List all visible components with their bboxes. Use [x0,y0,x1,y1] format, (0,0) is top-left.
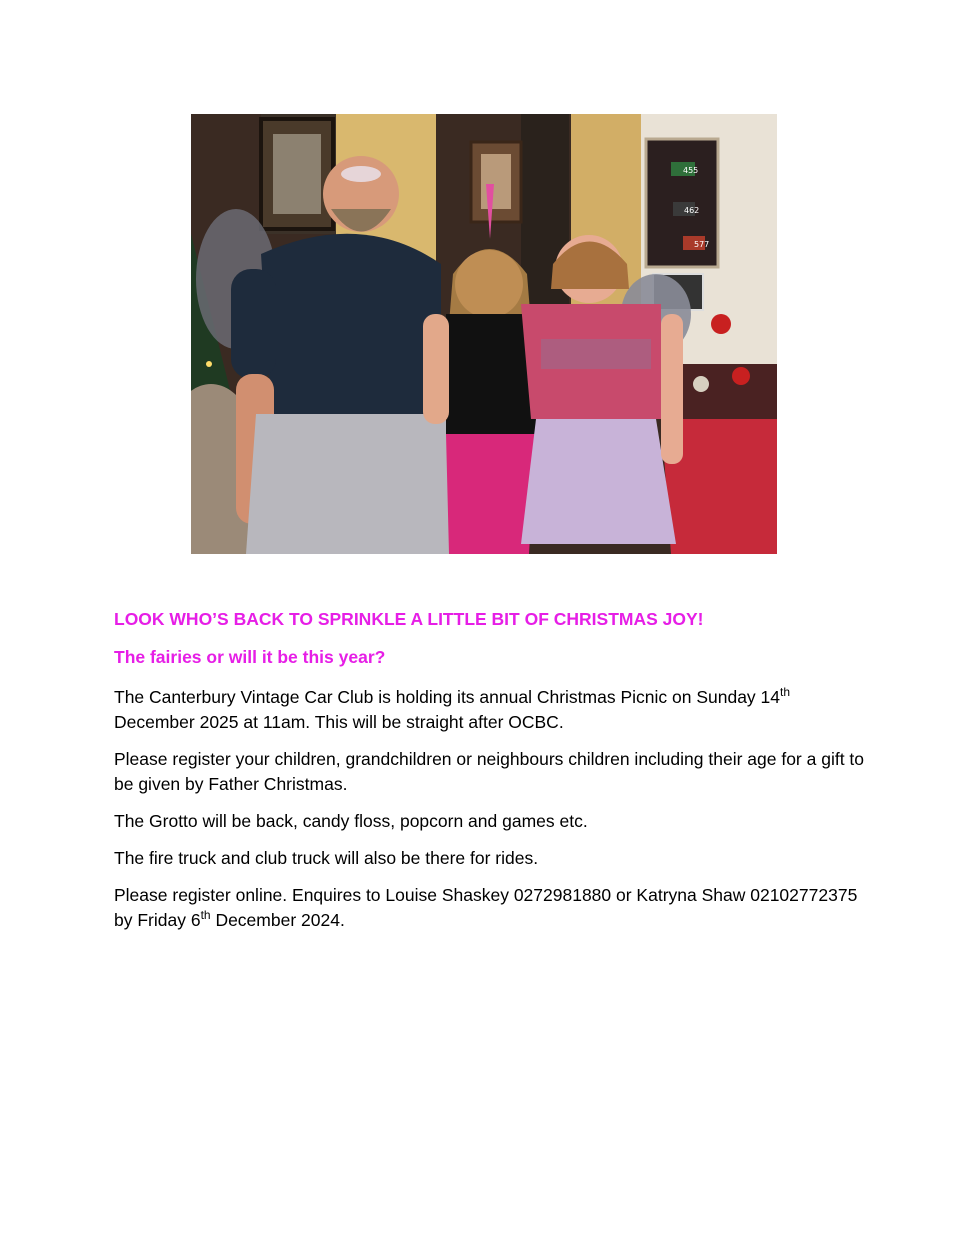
contact-paragraph [114,883,864,933]
grotto-paragraph: The Grotto will be back, candy floss, popcorn and games etc. [114,811,588,831]
contact-text-start: Please register online. Enquires to Louise Shaskey 0272981880 or Katryna Shaw 02102772375 by Friday 6 [114,885,858,930]
headline: LOOK WHO’S BACK TO SPRINKLE A LITTLE BIT OF CHRISTMAS JOY! [114,609,704,629]
contact-text-end: December 2024. [210,910,345,930]
photo-sign-462: 462 [684,206,700,215]
picnic-text-start: The Canterbury Vintage Car Club is holding its annual Christmas Picnic on Sunday 14 [114,687,781,707]
photo-sign-455: 455 [683,166,699,175]
fairies-photo [191,114,777,554]
rides-paragraph: The fire truck and club truck will also be there for rides. [114,848,539,868]
photo-sign-577: 577 [694,240,710,249]
picnic-text-end: December 2025 at 11am. This will be straight after OCBC. [114,712,564,732]
picnic-paragraph [114,685,864,735]
subheadline: The fairies or will it be this year? [114,647,386,667]
ordinal-suffix: th [200,908,211,922]
register-children-paragraph: Please register your children, grandchildren or neighbours children including their age for a gift to be given by Father Christmas. [114,749,865,794]
ordinal-suffix: th [780,685,791,699]
announcement [114,607,864,933]
